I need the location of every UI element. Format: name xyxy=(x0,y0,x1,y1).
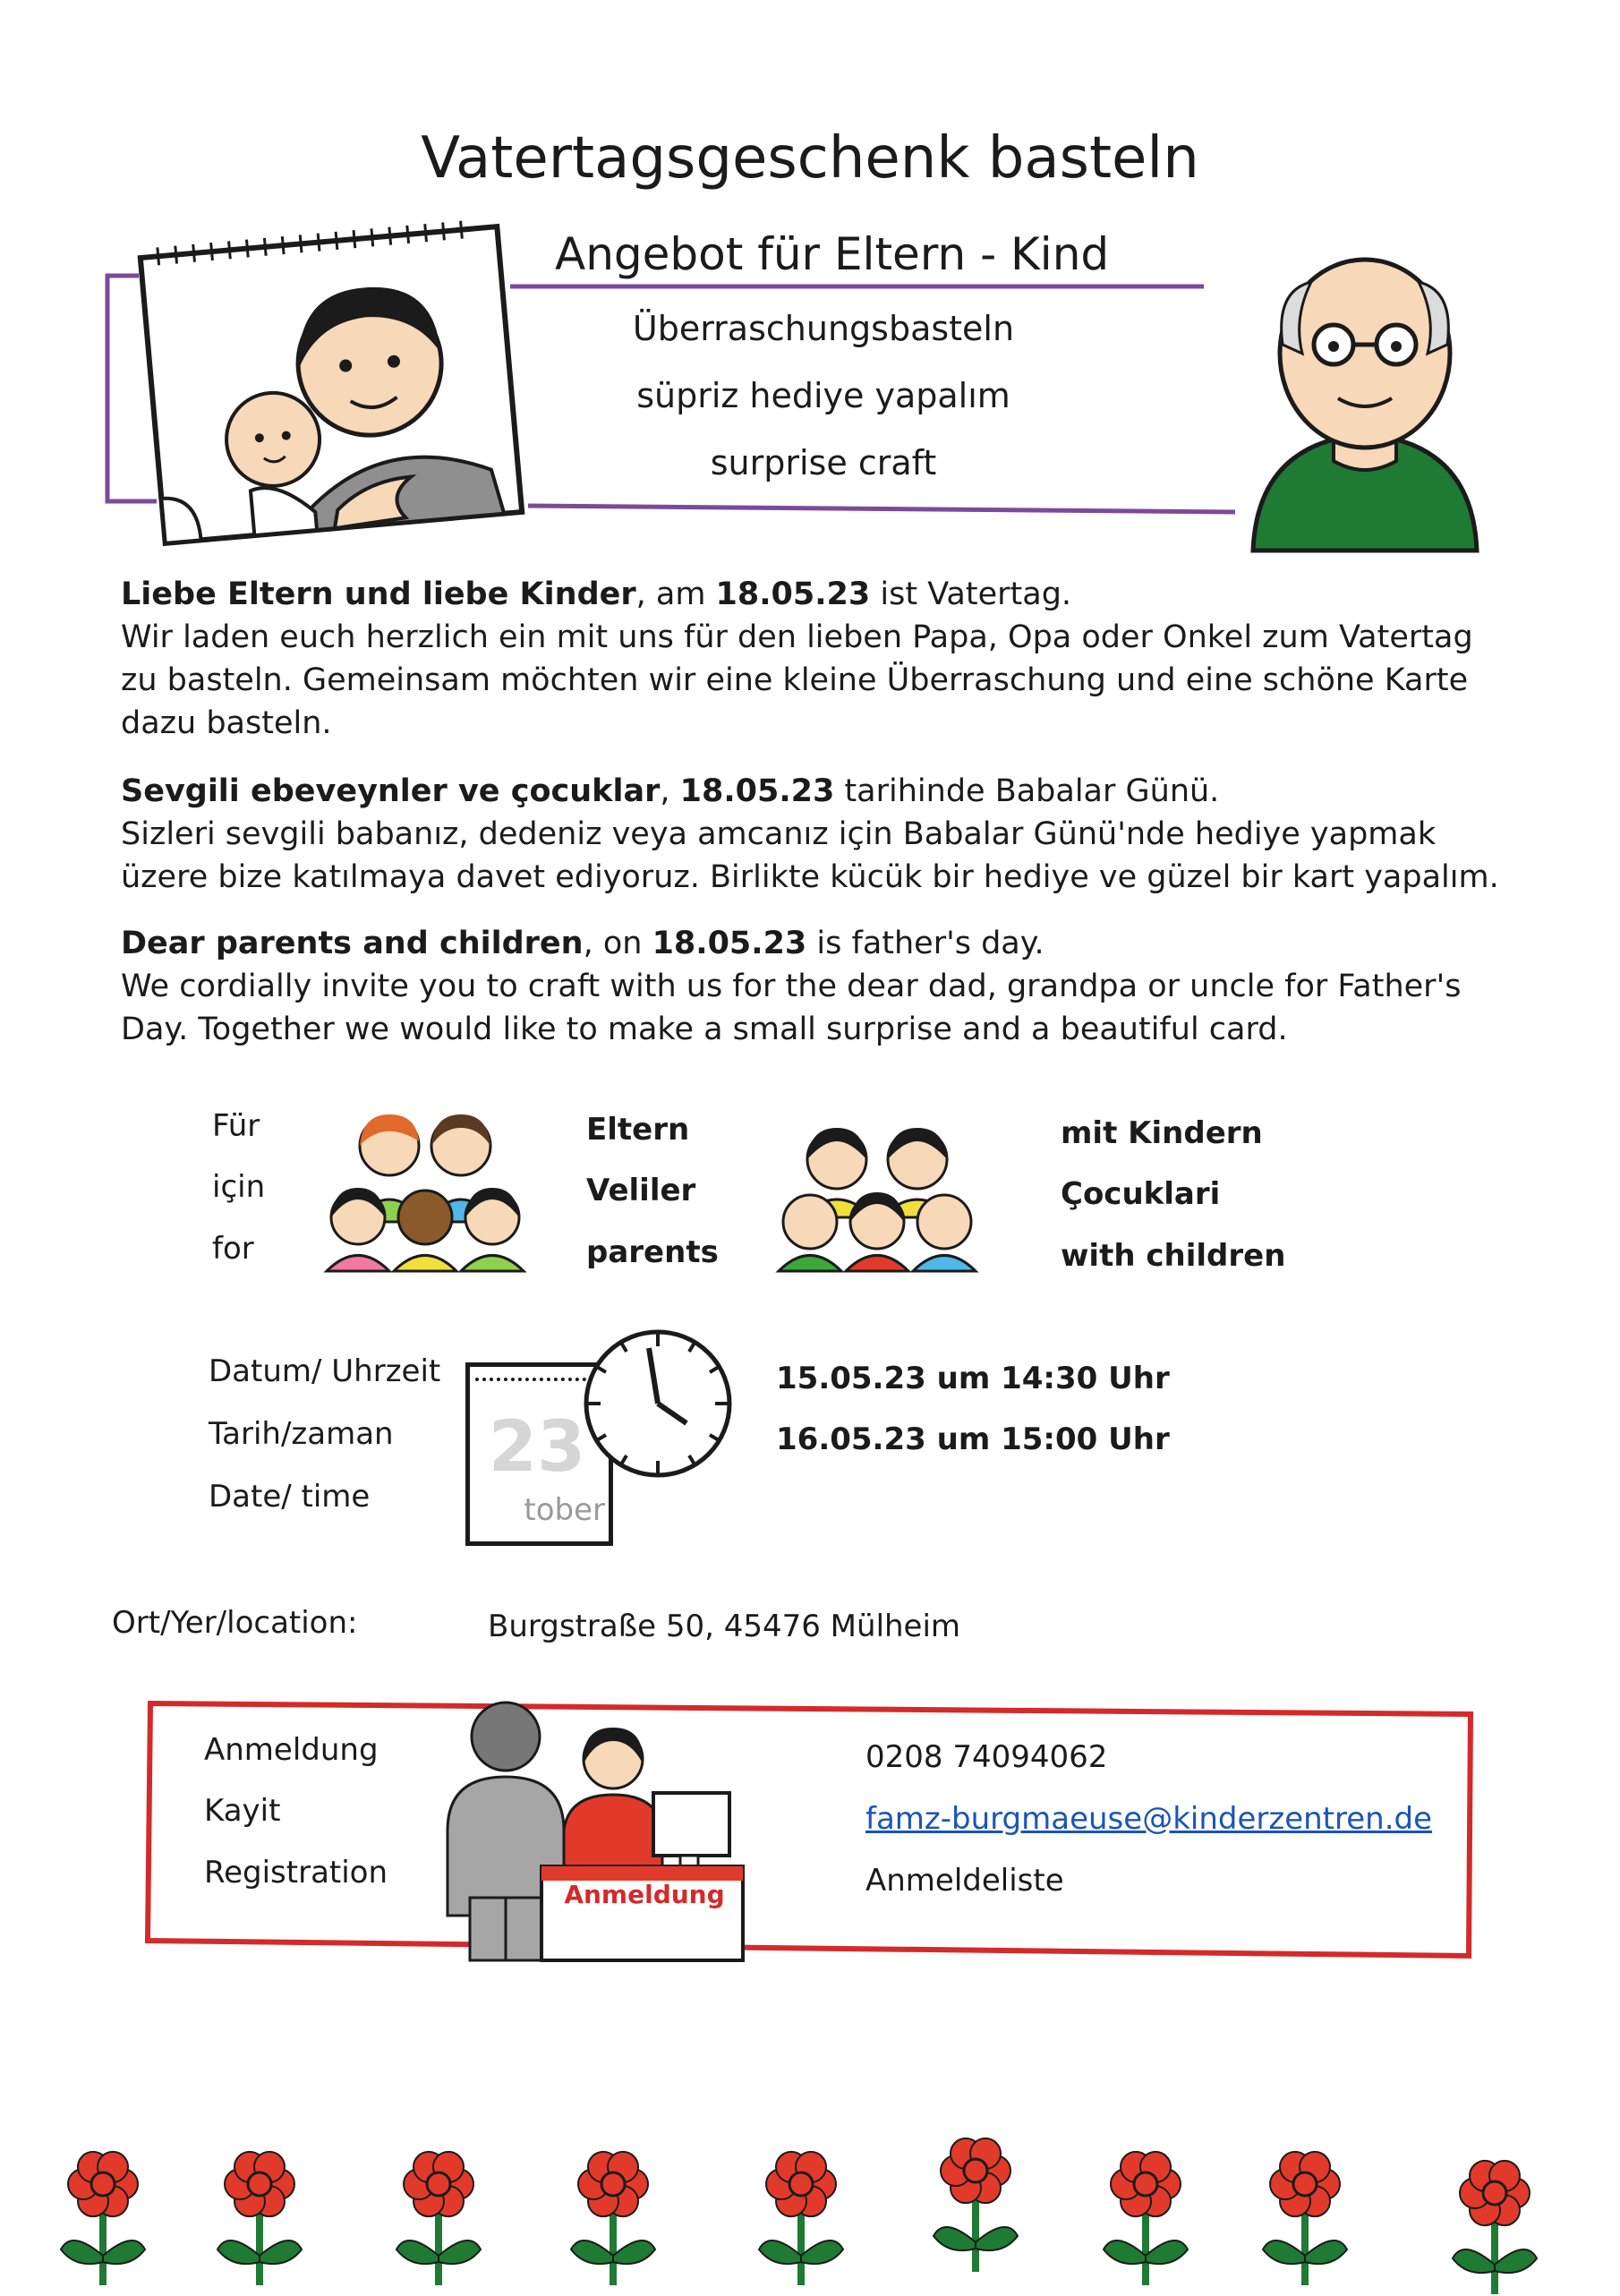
subtitle: Angebot für Eltern - Kind xyxy=(555,228,1110,280)
greeting-de: Liebe Eltern und liebe Kinder xyxy=(121,576,636,612)
group-label-en: parents xyxy=(586,1234,719,1270)
datetime-label-en: Date/ time xyxy=(209,1479,371,1515)
for-label-en: for xyxy=(212,1231,254,1267)
registration-phone[interactable]: 0208 74094062 xyxy=(865,1739,1108,1775)
datetime-label-tr: Tarih/zaman xyxy=(209,1416,394,1452)
registration-list: Anmeldeliste xyxy=(865,1863,1064,1899)
paragraph-de-mid: , am xyxy=(635,576,716,612)
with-label-de: mit Kindern xyxy=(1061,1115,1263,1151)
for-label-tr: için xyxy=(212,1169,266,1205)
time-slot-2: 16.05.23 um 15:00 Uhr xyxy=(776,1421,1170,1457)
flower-icon xyxy=(564,2144,662,2287)
date-de: 18.05.23 xyxy=(715,576,871,612)
registration-desk-icon xyxy=(439,1696,743,1960)
for-label-de: Für xyxy=(212,1108,260,1144)
activity-de: Überraschungsbasteln xyxy=(632,309,1015,348)
location-label: Ort/Yer/location: xyxy=(112,1605,358,1641)
registration-label-tr: Kayit xyxy=(204,1793,281,1829)
registration-label-en: Registration xyxy=(204,1855,388,1891)
flower-icon xyxy=(389,2144,488,2287)
paragraph-en-body: We cordially invite you to craft with us for the dear dad, grandpa or uncle for Father's Day. Together we would like to make a small surprise and a beautiful card. xyxy=(121,969,1462,1047)
desk-sign: Anmeldung xyxy=(564,1880,725,1909)
page-title: Vatertagsgeschenk basteln xyxy=(421,125,1199,192)
flower-icon xyxy=(210,2144,309,2287)
group-label-tr: Veliler xyxy=(586,1173,696,1208)
paragraph-en-end: is father's day. xyxy=(806,926,1044,961)
greeting-en: Dear parents and children xyxy=(121,926,584,961)
registration-email-link[interactable]: famz-burgmaeuse@kinderzentren.de xyxy=(865,1801,1433,1837)
paragraph-tr-end: tarihinde Babalar Günü. xyxy=(834,773,1220,809)
calendar-month: tober xyxy=(524,1492,605,1528)
greeting-tr: Sevgili ebeveynler ve çocuklar xyxy=(121,773,661,809)
datetime-label-de: Datum/ Uhrzeit xyxy=(209,1353,441,1389)
group-label-de: Eltern xyxy=(586,1112,690,1148)
paragraph-tr-mid: , xyxy=(660,773,680,809)
registration-label-de: Anmeldung xyxy=(204,1732,379,1768)
calendar-day: 23 xyxy=(488,1407,586,1488)
paragraph-tr-body: Sizleri sevgili babanız, dedeniz veya amcanız için Babalar Günü'nde hediye yapmak üzere bize katılmaya davet ediyoruz. Birlikte kücük bir hediye ve güzel bir kart yapalım. xyxy=(121,816,1499,895)
date-en: 18.05.23 xyxy=(652,926,807,961)
flower-icon xyxy=(926,2130,1025,2274)
date-tr: 18.05.23 xyxy=(679,773,835,809)
location-address: Burgstraße 50, 45476 Mülheim xyxy=(488,1609,961,1644)
flower-icon xyxy=(752,2144,850,2287)
flower-icon xyxy=(1445,2153,1544,2296)
paragraph-en-mid: , on xyxy=(583,926,652,961)
with-label-tr: Çocuklari xyxy=(1061,1176,1221,1212)
flower-icon xyxy=(54,2144,152,2287)
paragraph-de-body: Wir laden euch herzlich ein mit uns für den lieben Papa, Opa oder Onkel zum Vatertag zu basteln. Gemeinsam möchten wir eine kleine Überraschung und eine schöne Karte dazu basteln. xyxy=(121,619,1473,741)
flower-icon xyxy=(1256,2144,1354,2287)
flower-icon xyxy=(1096,2144,1195,2287)
activity-en: surprise craft xyxy=(710,443,937,482)
paragraph-de-end: ist Vatertag. xyxy=(870,576,1072,612)
activity-tr: süpriz hediye yapalım xyxy=(636,376,1010,415)
time-slot-1: 15.05.23 um 14:30 Uhr xyxy=(776,1361,1170,1396)
with-label-en: with children xyxy=(1061,1238,1286,1274)
